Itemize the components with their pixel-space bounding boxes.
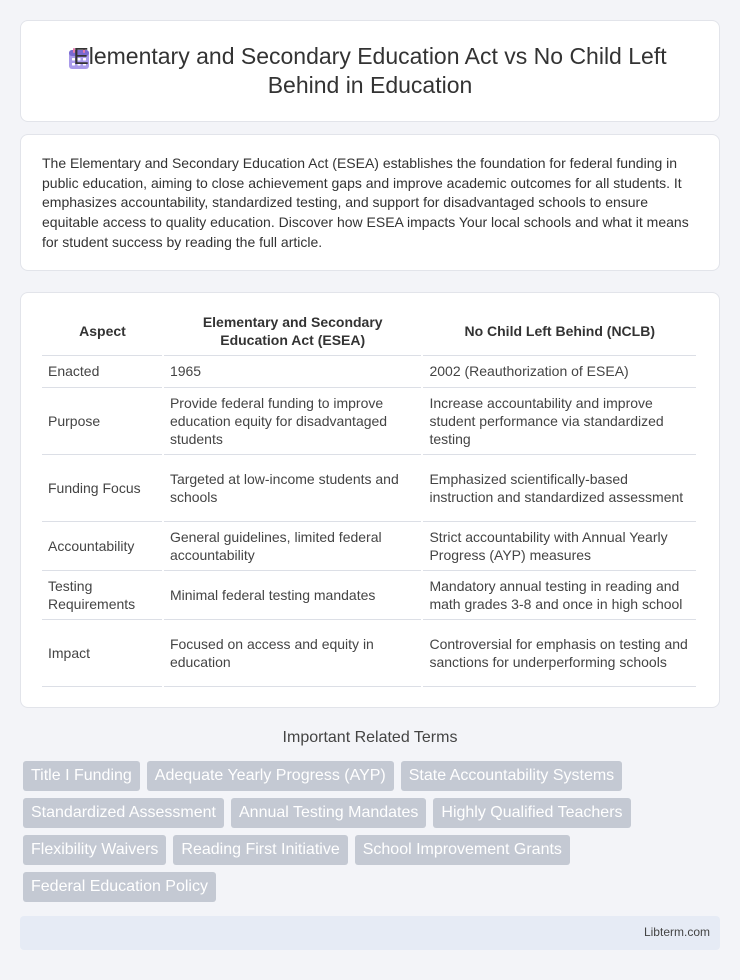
tag-highly-qualified-teachers[interactable]: Highly Qualified Teachers bbox=[433, 798, 630, 828]
intro-paragraph: The Elementary and Secondary Education Act (ESEA) establishes the foundation for federal funding in public education, aiming to close achievement gaps and improve academic outcomes for all students. It emphasizes accountability, standardized testing, and support for disadvantaged schools to ensure equitable access to quality education. Discover how ESEA impacts Your local schools and what it means for student success by reading the full article. bbox=[42, 155, 689, 250]
comparison-card bbox=[20, 292, 720, 708]
title-card bbox=[20, 20, 720, 122]
row-esea: Targeted at low-income students and schools bbox=[163, 454, 423, 521]
header-aspect: Aspect bbox=[42, 307, 163, 355]
table-row bbox=[42, 454, 697, 521]
tag-reading-first-initiative[interactable]: Reading First Initiative bbox=[173, 835, 347, 865]
table-row bbox=[42, 570, 697, 619]
row-esea: General guidelines, limited federal accountability bbox=[163, 521, 423, 570]
row-aspect: Testing Requirements bbox=[42, 570, 163, 619]
footer-bar bbox=[20, 916, 720, 950]
table-row bbox=[42, 521, 697, 570]
table-row bbox=[42, 387, 697, 454]
row-esea: Minimal federal testing mandates bbox=[163, 570, 423, 619]
table-header-row bbox=[42, 307, 697, 355]
row-aspect: Purpose bbox=[42, 387, 163, 454]
table-row bbox=[42, 619, 697, 686]
row-nclb: Mandatory annual testing in reading and math grades 3-8 and once in high school bbox=[422, 570, 697, 619]
row-aspect: Enacted bbox=[42, 355, 163, 387]
page-title: Elementary and Secondary Education Act vs No Child Left Behind in Education bbox=[73, 43, 667, 98]
tag-annual-testing-mandates[interactable]: Annual Testing Mandates bbox=[231, 798, 426, 828]
row-nclb: Controversial for emphasis on testing and sanctions for underperforming schools bbox=[422, 619, 697, 686]
row-esea: Provide federal funding to improve education equity for disadvantaged students bbox=[163, 387, 423, 454]
related-terms-list bbox=[23, 761, 703, 902]
comparison-table bbox=[42, 307, 698, 687]
table-row bbox=[42, 355, 697, 387]
tag-federal-education-policy[interactable]: Federal Education Policy bbox=[23, 872, 216, 902]
row-nclb: 2002 (Reauthorization of ESEA) bbox=[422, 355, 697, 387]
header-esea: Elementary and Secondary Education Act (ESEA) bbox=[163, 307, 423, 355]
tag-flexibility-waivers[interactable]: Flexibility Waivers bbox=[23, 835, 166, 865]
intro-card bbox=[20, 134, 720, 271]
row-nclb: Emphasized scientifically-based instruction and standardized assessment bbox=[422, 454, 697, 521]
tag-adequate-yearly-progress[interactable]: Adequate Yearly Progress (AYP) bbox=[147, 761, 394, 791]
footer-site-link[interactable]: Libterm.com bbox=[643, 925, 710, 939]
row-nclb: Increase accountability and improve student performance via standardized testing bbox=[422, 387, 697, 454]
row-nclb: Strict accountability with Annual Yearly Progress (AYP) measures bbox=[422, 521, 697, 570]
row-aspect: Funding Focus bbox=[42, 454, 163, 521]
tag-state-accountability-systems[interactable]: State Accountability Systems bbox=[401, 761, 622, 791]
tag-title-i-funding[interactable]: Title I Funding bbox=[23, 761, 140, 791]
row-esea: Focused on access and equity in education bbox=[163, 619, 423, 686]
row-aspect: Accountability bbox=[42, 521, 163, 570]
tag-standardized-assessment[interactable]: Standardized Assessment bbox=[23, 798, 224, 828]
related-terms-heading: Important Related Terms bbox=[282, 729, 458, 746]
header-nclb: No Child Left Behind (NCLB) bbox=[422, 307, 697, 355]
row-esea: 1965 bbox=[163, 355, 423, 387]
tag-school-improvement-grants[interactable]: School Improvement Grants bbox=[355, 835, 570, 865]
row-aspect: Impact bbox=[42, 619, 163, 686]
